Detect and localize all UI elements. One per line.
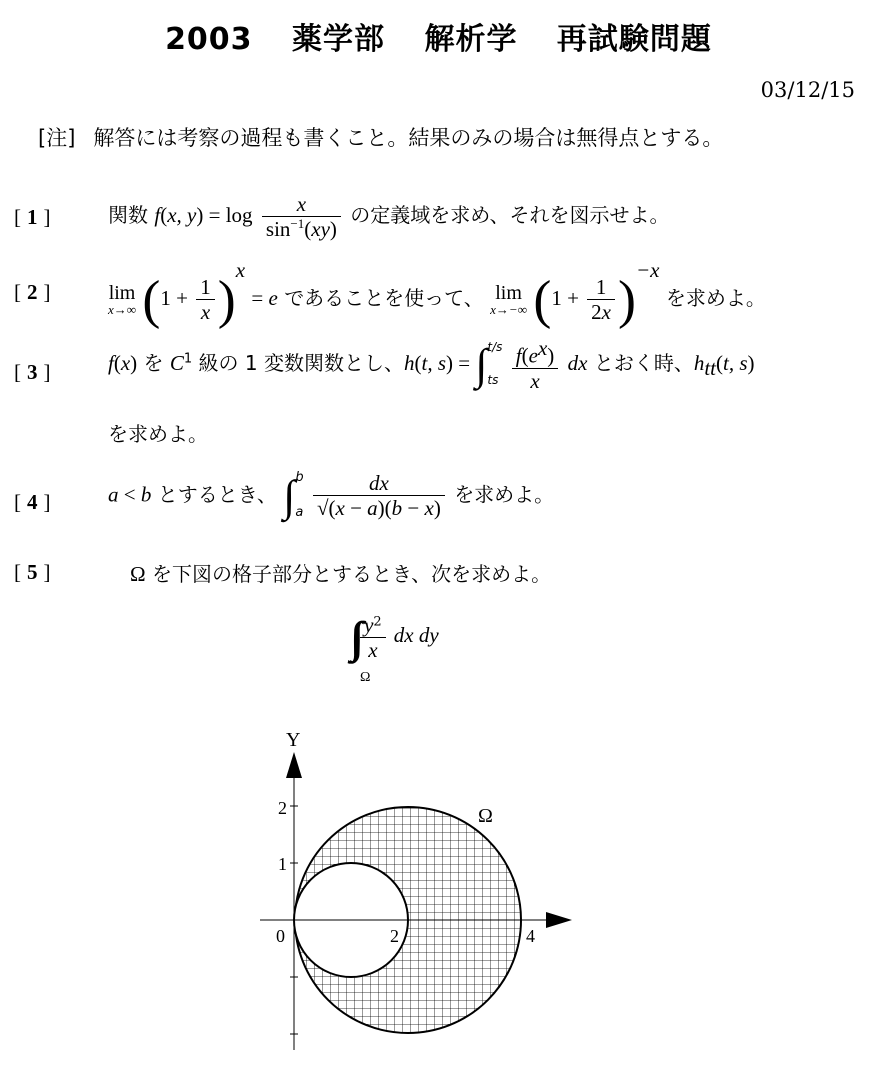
problem-1-number: [ 1 ] (14, 205, 51, 229)
problem-5-integral: $\frac{y^2}{x}$ dx dy Ω (360, 612, 439, 685)
problem-3-text: f(x) を $C^1$ 級の 1 変数関数とし、h(t, s) = ∫ t/s ts $\frac{f(e^x)}{x}$ dx とおく時、$h_{tt}(t$, s) (108, 336, 755, 393)
instruction-note (38, 122, 723, 152)
problem-3-continuation: を求めよ。 (108, 422, 208, 446)
tick-label-origin: 0 (276, 926, 285, 946)
problem-1-tail: の定義域を求め、それを図示せよ。 (350, 203, 670, 228)
problem-1-lead: 関数 (108, 203, 148, 228)
region-label: Ω (478, 805, 493, 827)
note-tag: [注] (38, 126, 76, 150)
problem-2-text: lim x→∞ (1 + $\frac{1}{x}$ )$^x$ = e であることを使って、 lim x→−∞ (1 + $\frac{1}{2x}$ )$^{-x}$ を求めよ。 (108, 258, 766, 330)
title-subject: 解析学 (424, 22, 518, 57)
problem-2-tail: を求めよ。 (665, 286, 766, 310)
region-figure (250, 720, 580, 1060)
y-axis-label: Y (286, 729, 301, 751)
problem-2-number: [ 2 ] (14, 280, 51, 304)
problem-2-lead: であることを使って、 (284, 286, 484, 310)
tick-label-x-2: 2 (390, 926, 399, 946)
problem-4-number: [ 4 ] (14, 490, 51, 514)
tick-label-y-2: 2 (278, 798, 287, 818)
note-text: 解答には考察の過程も書くこと。結果のみの場合は無得点とする。 (93, 126, 724, 150)
page-title (0, 14, 877, 58)
problem-3-number: [ 3 ] (14, 360, 51, 384)
problem-5-text: Ω を下図の格子部分とするとき、次を求めよ。 (130, 562, 552, 586)
x-axis-arrow (546, 912, 572, 928)
y-axis-arrow (286, 752, 302, 778)
title-faculty: 薬学部 (292, 22, 386, 57)
tick-label-y-1: 1 (278, 854, 287, 874)
problem-1-fraction: $\frac{x}{\sin^{-1}(xy)}$ (262, 192, 341, 241)
tick-label-x-4: 4 (526, 926, 535, 946)
title-exam: 再試験問題 (556, 22, 712, 57)
title-year: 2003 (165, 22, 253, 57)
problem-5-number: [ 5 ] (14, 560, 51, 584)
problem-4-text: a < b とするとき、 ∫ b a $\frac{dx}{√(x - a)(b - x)}$ を求めよ。 (108, 470, 555, 521)
problem-1-text: 関数 f(x, y) = log $\frac{x}{\sin^{-1}(xy)}$ の定義域を求め、それを図示せよ。 (108, 192, 670, 242)
exam-date: 03/12/15 (760, 78, 855, 102)
